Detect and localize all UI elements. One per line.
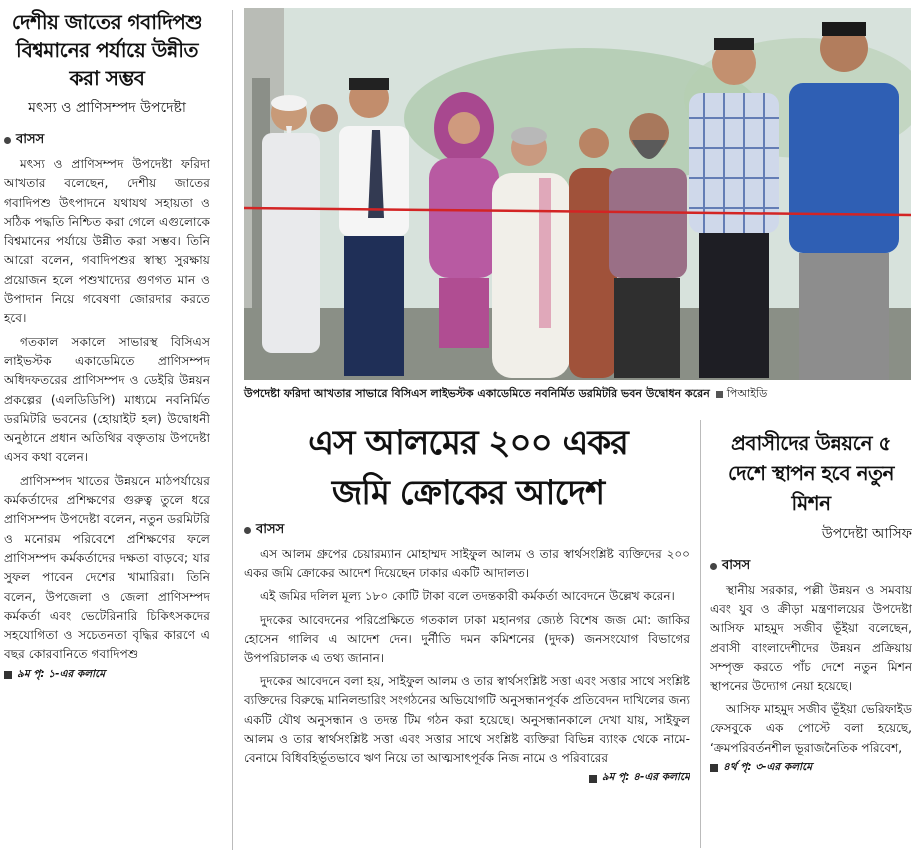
credit-text: পিআইডি — [726, 387, 768, 400]
left-story-continued — [4, 667, 210, 684]
left-story-paragraph: গতকাল সকালে সাভারস্থ বিসিএস লাইভস্টক একাডেমিতে প্রাণিসম্পদ অধিদফতরের প্রাণিসম্পদ ও ডেইরি উন্নয়ন প্রকল্পের (এলডিডিপি) মাধ্যমে নবনির্মিত ডরমিটরি ভবনের (হোয়াইট হল) উদ্বোধনী অনুষ্ঠানে প্রধান অতিথির বক্তৃতায় উপদেষ্টা এসব কথা বলেন। — [4, 334, 210, 465]
bullet-icon — [244, 527, 251, 534]
main-story-paragraph: এস আলম গ্রুপের চেয়ারম্যান মোহাম্মদ সাইফুল আলম ও তার স্বার্থসংশ্লিষ্ট ব্যক্তিদের ২০০ একর জমি ক্রোকের আদেশ দিয়েছেন ঢাকার একটি আদালত। — [244, 547, 690, 581]
right-story-paragraph: স্থানীয় সরকার, পল্লী উন্নয়ন ও সমবায় এবং যুব ও ক্রীড়া মন্ত্রণালয়ের উপদেষ্টা আসিফ মাহমুদ সজীব ভূঁইয়া বলেছেন, প্রবাসী বাংলাদেশীদের উন্নয়ন প্রক্রিয়ায় সম্পৃক্ত করতে পাঁচ দেশে নতুন মিশন স্থাপনের উদ্যোগ নেয়া হয়েছে। — [710, 583, 912, 694]
main-story-paragraph: এই জমির দলিল মূল্য ১৮০ কোটি টাকা বলে তদন্তকারী কর্মকর্তা আবেদনে উল্লেখ করেন। — [260, 589, 675, 604]
right-story-subhead: উপদেষ্টা আসিফ — [821, 526, 912, 542]
right-story-headline: প্রবাসীদের উন্নয়নে ৫ দেশে স্থাপন হবে নতুন মিশন — [728, 431, 894, 515]
main-story-byline — [244, 520, 690, 541]
ribbon-cutting-photo — [244, 8, 911, 380]
square-icon — [710, 764, 718, 772]
byline-text: বাসস — [256, 522, 285, 537]
left-story-headline: দেশীয় জাতের গবাদিপশু বিশ্বমানের পর্যায়ে উন্নীত করা সম্ভব — [11, 10, 203, 90]
square-icon — [716, 391, 723, 398]
left-story — [4, 8, 210, 854]
column-divider — [700, 420, 701, 848]
main-story-headline — [244, 418, 692, 518]
byline-text: বাসস — [722, 558, 751, 573]
photo-caption — [244, 385, 911, 404]
square-icon — [4, 671, 12, 679]
left-story-paragraph: মৎস্য ও প্রাণিসম্পদ উপদেষ্টা ফরিদা আখতার বলেছেন, দেশীয় জাতের গবাদিপশু উৎপাদনে যথাযথ সহায়তা ও সঠিক পদ্ধতি নিশ্চিত করা গেলে এগুলোকে বিশ্বমানের পর্যায়ে উন্নীত করা সম্ভব। তিনি আরো বলেন, গবাদিপশুর স্বাস্থ্য সুরক্ষায় প্রয়োজন হলে পশুখাদ্যের গুণগত মান ও উপাদান নিয়ে গবেষণা জোরদার করতে হবে। — [4, 157, 210, 326]
right-story-continued — [710, 760, 912, 777]
column-divider — [232, 10, 233, 850]
bullet-icon — [710, 563, 717, 570]
square-icon — [589, 775, 597, 783]
main-story-paragraph: দুদকের আবেদনের পরিপ্রেক্ষিতে গতকাল ঢাকা মহানগর জ্যেষ্ঠ বিশেষ জজ মো: জাকির হোসেন গালিব এ আদেশ দেন। দুর্নীতি দমন কমিশনের (দুদক) জনসংযোগ বিভাগের উপপরিচালক এ তথ্য জানান। — [244, 612, 690, 666]
headline-line-1: এস আলমের ২০০ একর — [308, 423, 628, 463]
byline-text: বাসস — [16, 132, 45, 147]
left-story-byline — [4, 130, 210, 151]
bullet-icon — [4, 137, 11, 144]
continued-text: ৪র্থ পৃ: ৩-এর কলামে — [723, 760, 813, 773]
continued-text: ৯ম পৃ: ১-এর কলামে — [17, 667, 106, 680]
left-story-paragraph: প্রাণিসম্পদ খাতের উন্নয়নে মাঠপর্যায়ের কর্মকর্তাদের প্রশিক্ষণের গুরুত্ব তুলে ধরে প্রাণিসম্পদ উপদেষ্টা বলেন, নতুন ডরমিটরি ও মনোরম পরিবেশে প্রশিক্ষণের ফলে প্রাণিসম্পদ কর্মকর্তাদের দক্ষতা বাড়বে; যার সুফল পাবেন দেশের খামারিরা। তিনি বলেন, উপজেলা ও জেলা প্রাণিসম্পদ কর্মকর্তা এবং ভেটেরিনারি চিকিৎসকদের সহযোগিতা ও সচেতনতা বৃদ্ধির কারণে এ বছর কোরবানিতে গবাদিপশু — [4, 473, 210, 662]
right-story — [710, 428, 912, 852]
photo-credit — [716, 385, 767, 404]
main-story-continued — [244, 770, 690, 787]
main-story-body — [244, 520, 690, 850]
main-story-paragraph: দুদকের আবেদনে বলা হয়, সাইফুল আলম ও তার স্বার্থসংশ্লিষ্ট সত্তা এবং সত্তার সাথে সংশ্লিষ্ট ব্যক্তিদের বিরুদ্ধে মানিলন্ডারিং সংগঠনের অভিযোগটি অনুসন্ধানপূর্বক প্রতিবেদন দাখিলের জন্য একটি যৌথ অনুসন্ধান ও তদন্ত টিম গঠন করা হয়েছে। অনুসন্ধানকালে দেখা যায়, সাইফুল আলম ও তার স্বার্থসংশ্লিষ্ট সত্তা এবং সত্তার সাথে সংশ্লিষ্ট ব্যক্তিরা বিভিন্ন ব্যাংক থেকে নামে-বেনামে বিধিবহির্ভূতভাবে ঋণ নিয়ে তা আত্মসাৎপূর্বক নিজ নামে ও পরিবারের — [244, 674, 690, 766]
left-story-subhead: মৎস্য ও প্রাণিসম্পদ উপদেষ্টা — [28, 100, 186, 116]
news-photo — [244, 8, 911, 380]
right-story-paragraph: আসিফ মাহমুদ সজীব ভূঁইয়া ভেরিফাইড ফেসবুকে এক পোস্টে বলা হয়েছে, ‘ক্রমপরিবর্তনশীল ভূরাজনৈতিক পরিবেশ, — [710, 702, 912, 755]
headline-line-2: জমি ক্রোকের আদেশ — [331, 473, 605, 513]
continued-text: ৯ম পৃ: ৪-এর কলামে — [601, 771, 690, 784]
caption-text: উপদেষ্টা ফরিদা আখতার সাভারে বিসিএস লাইভস্টক একাডেমিতে নবনির্মিত ডরমিটরি ভবন উদ্বোধন করেন — [244, 387, 710, 400]
right-story-byline — [710, 556, 912, 577]
